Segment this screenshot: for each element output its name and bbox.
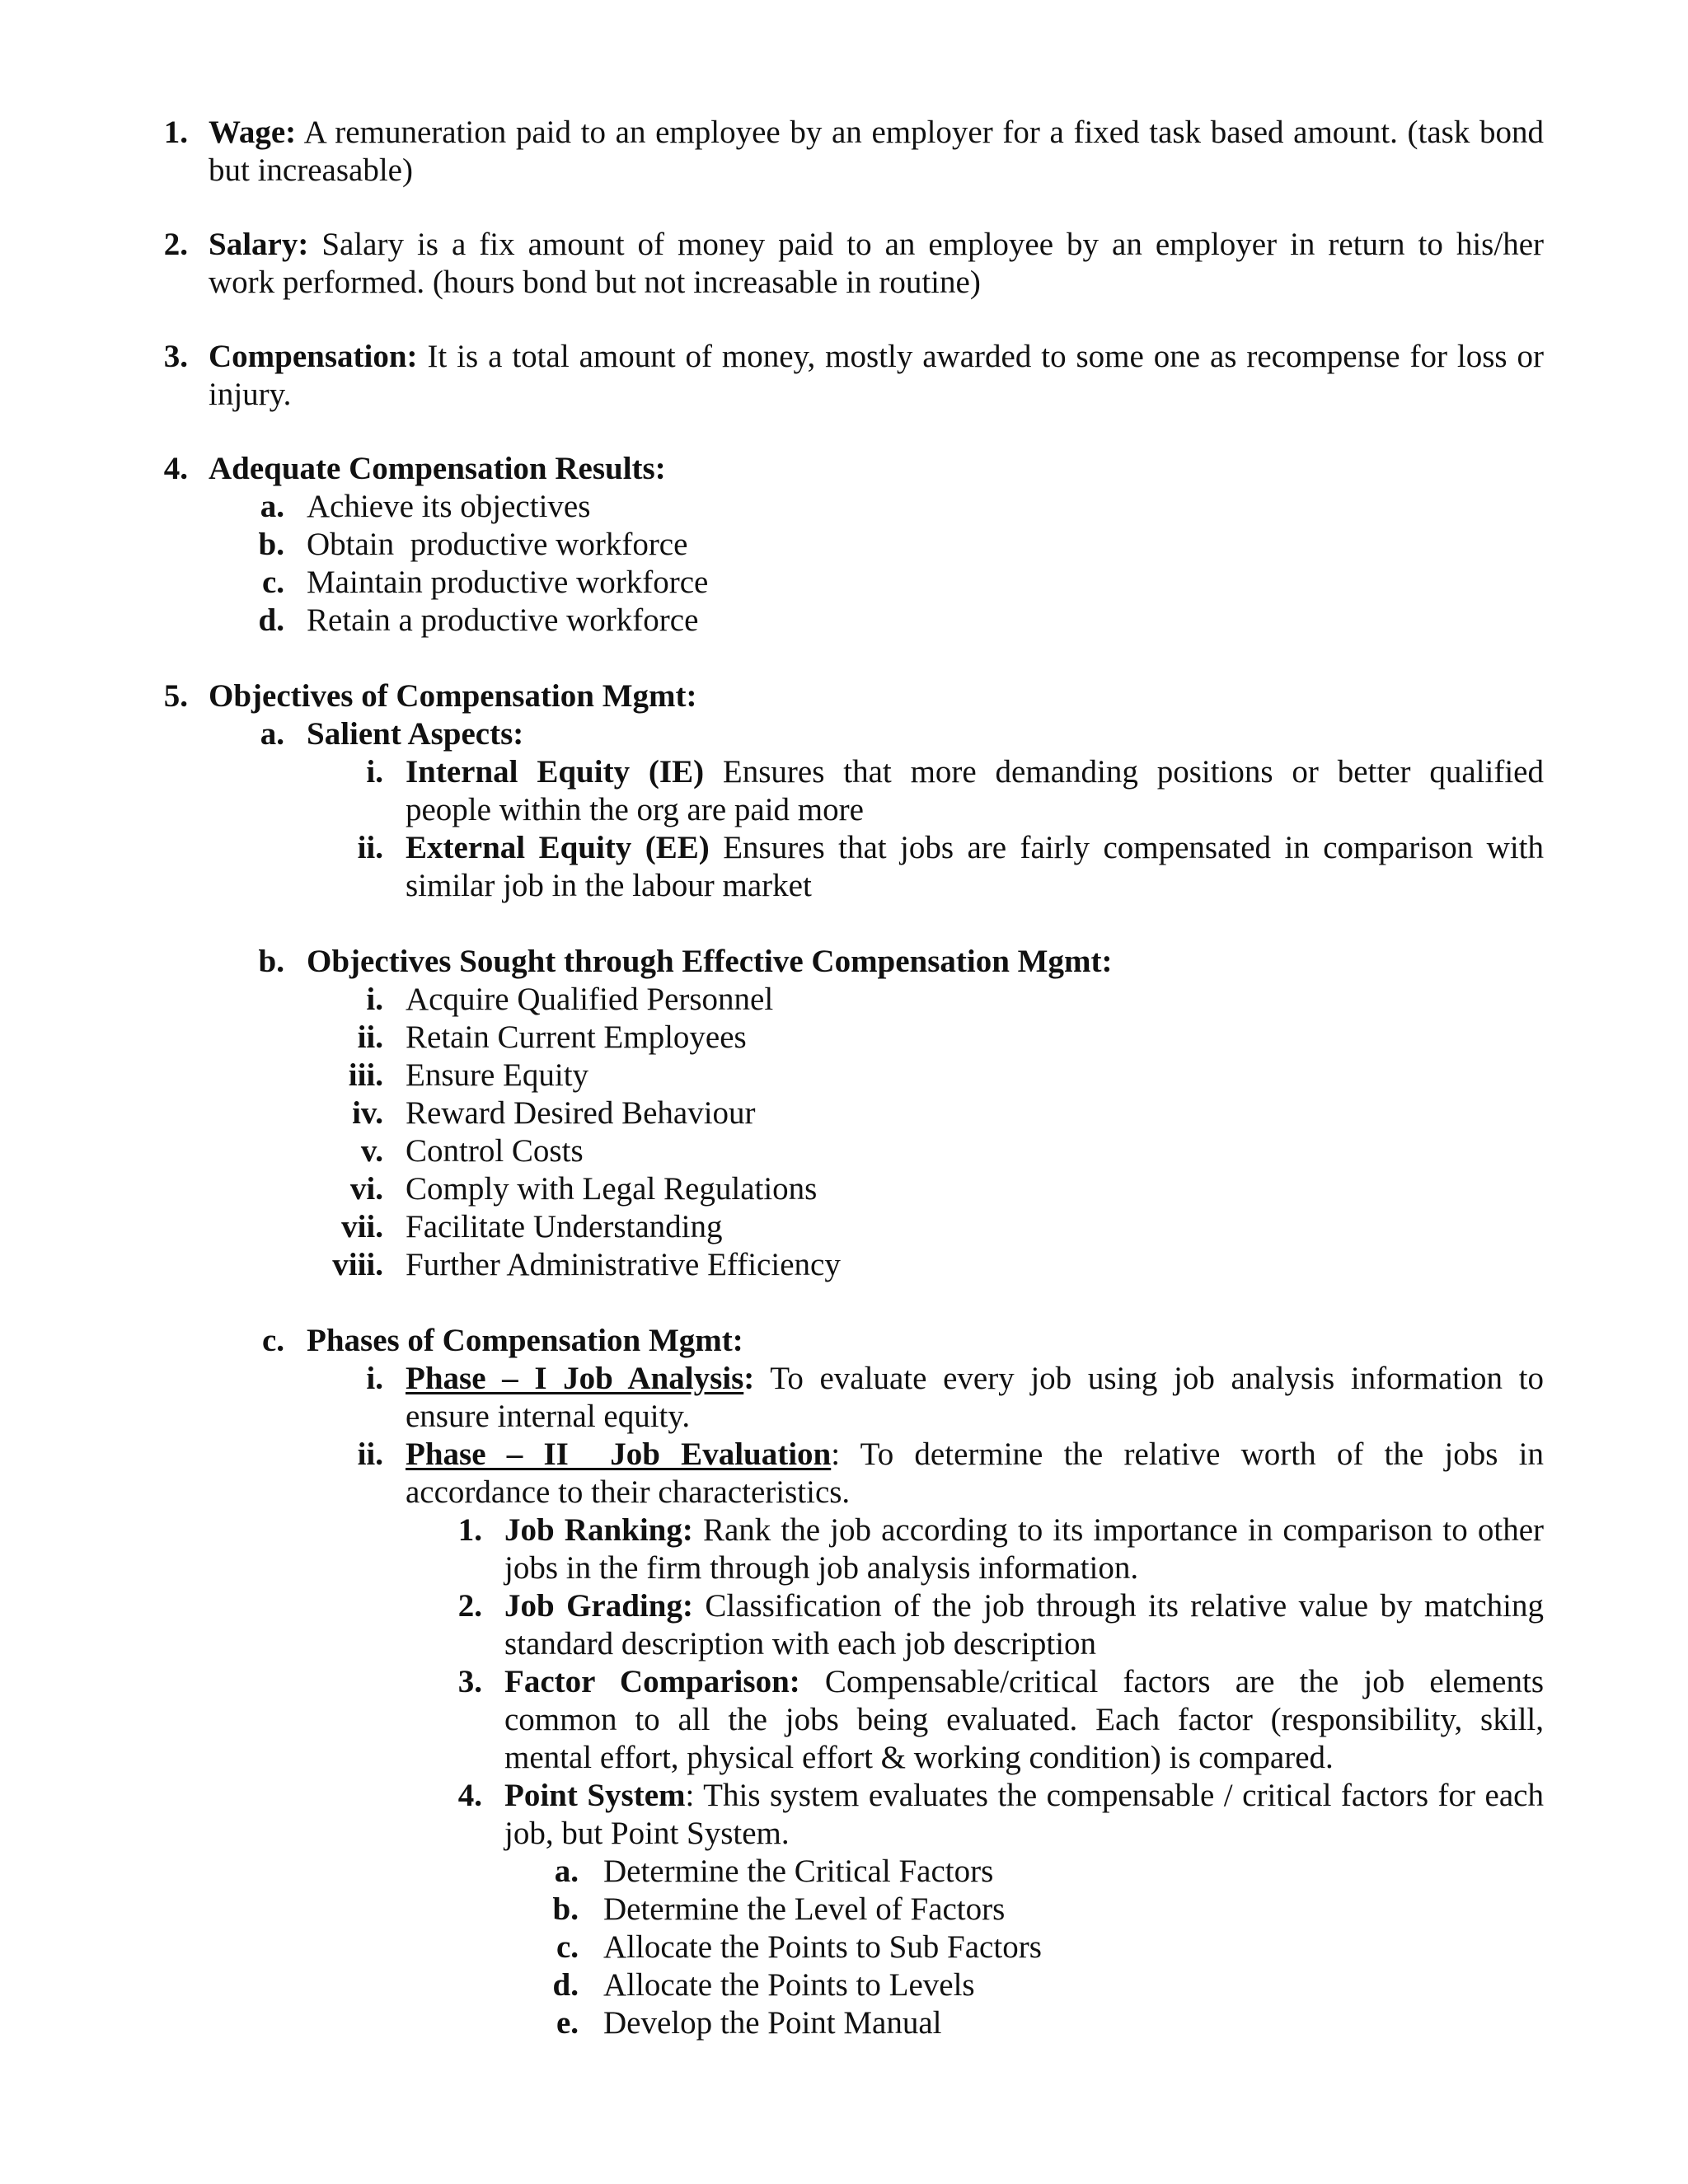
- point-item: Reward Desired Behaviour: [406, 1095, 756, 1131]
- sub-mark: b.: [258, 527, 284, 562]
- point-external-equity-line-1: [406, 829, 1544, 866]
- item-text: Salary is a fix amount of money paid to an employee by an employer in return to his/her: [308, 227, 1544, 262]
- section-mark: b.: [258, 944, 284, 979]
- step-mark: b.: [552, 1891, 579, 1927]
- point-item: Further Administrative Efficiency: [406, 1247, 841, 1282]
- point-item: Acquire Qualified Personnel: [406, 982, 774, 1017]
- point-mark: vii.: [341, 1209, 383, 1244]
- item-number: 5.: [163, 678, 188, 714]
- sub-mark: d.: [258, 602, 284, 638]
- method-term: Job Ranking:: [504, 1512, 693, 1548]
- method-term: Point System: [504, 1778, 686, 1813]
- phase-job-evaluation-line-1: [406, 1436, 1544, 1473]
- method-point-system-line-1: [504, 1777, 1544, 1814]
- method-mark: 2.: [457, 1588, 482, 1624]
- method-job-grading-line-1: [504, 1587, 1544, 1624]
- point-mark: iii.: [348, 1057, 383, 1093]
- item-number: 4.: [163, 451, 188, 486]
- section-heading: Objectives Sought through Effective Compensation Mgmt:: [307, 944, 1113, 979]
- point-item: Facilitate Understanding: [406, 1209, 723, 1244]
- section-heading: Salient Aspects:: [307, 716, 524, 752]
- method-mark: 1.: [457, 1512, 482, 1548]
- step-mark: d.: [552, 1967, 579, 2003]
- method-text: : This system evaluates the compensable / critical factors for each: [685, 1778, 1544, 1813]
- item-number: 2.: [163, 227, 188, 262]
- section-heading: Phases of Compensation Mgmt:: [307, 1323, 743, 1358]
- item-heading: Objectives of Compensation Mgmt:: [209, 678, 697, 714]
- phase-title: Phase – I Job Analysis: [406, 1361, 744, 1396]
- point-item: Ensure Equity: [406, 1057, 589, 1093]
- item-salary-line-2: work performed. (hours bond but not increasable in routine): [209, 265, 981, 300]
- point-mark: v.: [360, 1133, 383, 1169]
- item-salary-line-1: [209, 226, 1544, 263]
- phase-title: Phase – II Job Evaluation: [406, 1436, 832, 1472]
- item-text: A remuneration paid to an employee by an employer for a fixed task based amount. (task bond: [296, 115, 1544, 150]
- point-internal-equity-line-2: people within the org are paid more: [406, 792, 864, 827]
- step-mark: e.: [556, 2005, 579, 2041]
- point-mark: ii.: [357, 1019, 383, 1055]
- item-compensation-line-1: [209, 338, 1544, 375]
- phase-mark: i.: [366, 1361, 383, 1396]
- phase-text: To evaluate every job using job analysis information to: [754, 1361, 1544, 1396]
- step-mark: a.: [554, 1854, 579, 1889]
- phase-job-evaluation-line-2: accordance to their characteristics.: [406, 1474, 851, 1510]
- section-mark: a.: [260, 716, 284, 752]
- point-mark: iv.: [352, 1095, 383, 1131]
- step-item: Determine the Level of Factors: [603, 1891, 1006, 1927]
- sub-item: Retain a productive workforce: [307, 602, 699, 638]
- method-job-ranking-line-1: [504, 1511, 1544, 1549]
- method-text: Classification of the job through its relative value by matching: [692, 1588, 1544, 1624]
- method-mark: 4.: [457, 1778, 482, 1813]
- method-factor-comparison-line-2: common to all the jobs being evaluated. Each factor (responsibility, skill,: [504, 1702, 1544, 1737]
- section-mark: c.: [261, 1323, 284, 1358]
- method-factor-comparison-line-3: mental effort, physical effort & working condition) is compared.: [504, 1740, 1334, 1775]
- method-term: Job Grading:: [504, 1588, 693, 1624]
- step-item: Allocate the Points to Levels: [603, 1967, 975, 2003]
- point-internal-equity-line-1: [406, 753, 1544, 790]
- point-item: Control Costs: [406, 1133, 584, 1169]
- point-external-equity-line-2: similar job in the labour market: [406, 868, 812, 903]
- point-text: Ensures that more demanding positions or better qualified: [704, 754, 1544, 790]
- phase-colon: :: [831, 1436, 841, 1472]
- point-mark: viii.: [332, 1247, 383, 1282]
- step-mark: c.: [556, 1929, 579, 1965]
- point-item: Retain Current Employees: [406, 1019, 747, 1055]
- phase-job-analysis-line-2: ensure internal equity.: [406, 1399, 691, 1434]
- step-item: Develop the Point Manual: [603, 2005, 942, 2041]
- phase-colon: :: [743, 1361, 755, 1396]
- step-item: Allocate the Points to Sub Factors: [603, 1929, 1042, 1965]
- point-term: External Equity (EE): [406, 830, 710, 865]
- item-wage-line-2: but increasable): [209, 152, 413, 188]
- item-number: 1.: [163, 115, 188, 150]
- method-text: Compensable/critical factors are the job elements: [799, 1664, 1544, 1699]
- item-term: Compensation:: [209, 339, 418, 374]
- item-number: 3.: [163, 339, 188, 374]
- phase-text: To determine the relative worth of the jobs in: [840, 1436, 1544, 1472]
- point-mark: vi.: [349, 1171, 383, 1207]
- item-term: Wage:: [209, 115, 297, 150]
- method-job-grading-line-2: standard description with each job description: [504, 1626, 1097, 1661]
- phase-job-analysis-line-1: [406, 1360, 1544, 1397]
- point-mark: ii.: [357, 830, 383, 865]
- sub-mark: c.: [261, 565, 284, 600]
- item-text: It is a total amount of money, mostly awarded to some one as recompense for loss or: [417, 339, 1544, 374]
- sub-item: Maintain productive workforce: [307, 565, 709, 600]
- sub-mark: a.: [260, 489, 284, 524]
- phase-mark: ii.: [357, 1436, 383, 1472]
- method-point-system-line-2: job, but Point System.: [504, 1816, 790, 1851]
- item-term: Salary:: [209, 227, 309, 262]
- item-heading: Adequate Compensation Results:: [209, 451, 666, 486]
- point-text: Ensures that jobs are fairly compensated in comparison with: [709, 830, 1544, 865]
- point-term: Internal Equity (IE): [406, 754, 705, 790]
- sub-item: Obtain productive workforce: [307, 527, 688, 562]
- point-item: Comply with Legal Regulations: [406, 1171, 818, 1207]
- sub-item: Achieve its objectives: [307, 489, 591, 524]
- method-factor-comparison-line-1: [504, 1663, 1544, 1700]
- item-compensation-line-2: injury.: [209, 377, 292, 412]
- method-job-ranking-line-2: jobs in the firm through job analysis information.: [504, 1550, 1139, 1586]
- method-text: Rank the job according to its importance in comparison to other: [692, 1512, 1544, 1548]
- item-wage-line-1: [209, 114, 1544, 151]
- point-mark: i.: [366, 754, 383, 790]
- point-mark: i.: [366, 982, 383, 1017]
- method-mark: 3.: [457, 1664, 482, 1699]
- method-term: Factor Comparison:: [504, 1664, 800, 1699]
- step-item: Determine the Critical Factors: [603, 1854, 994, 1889]
